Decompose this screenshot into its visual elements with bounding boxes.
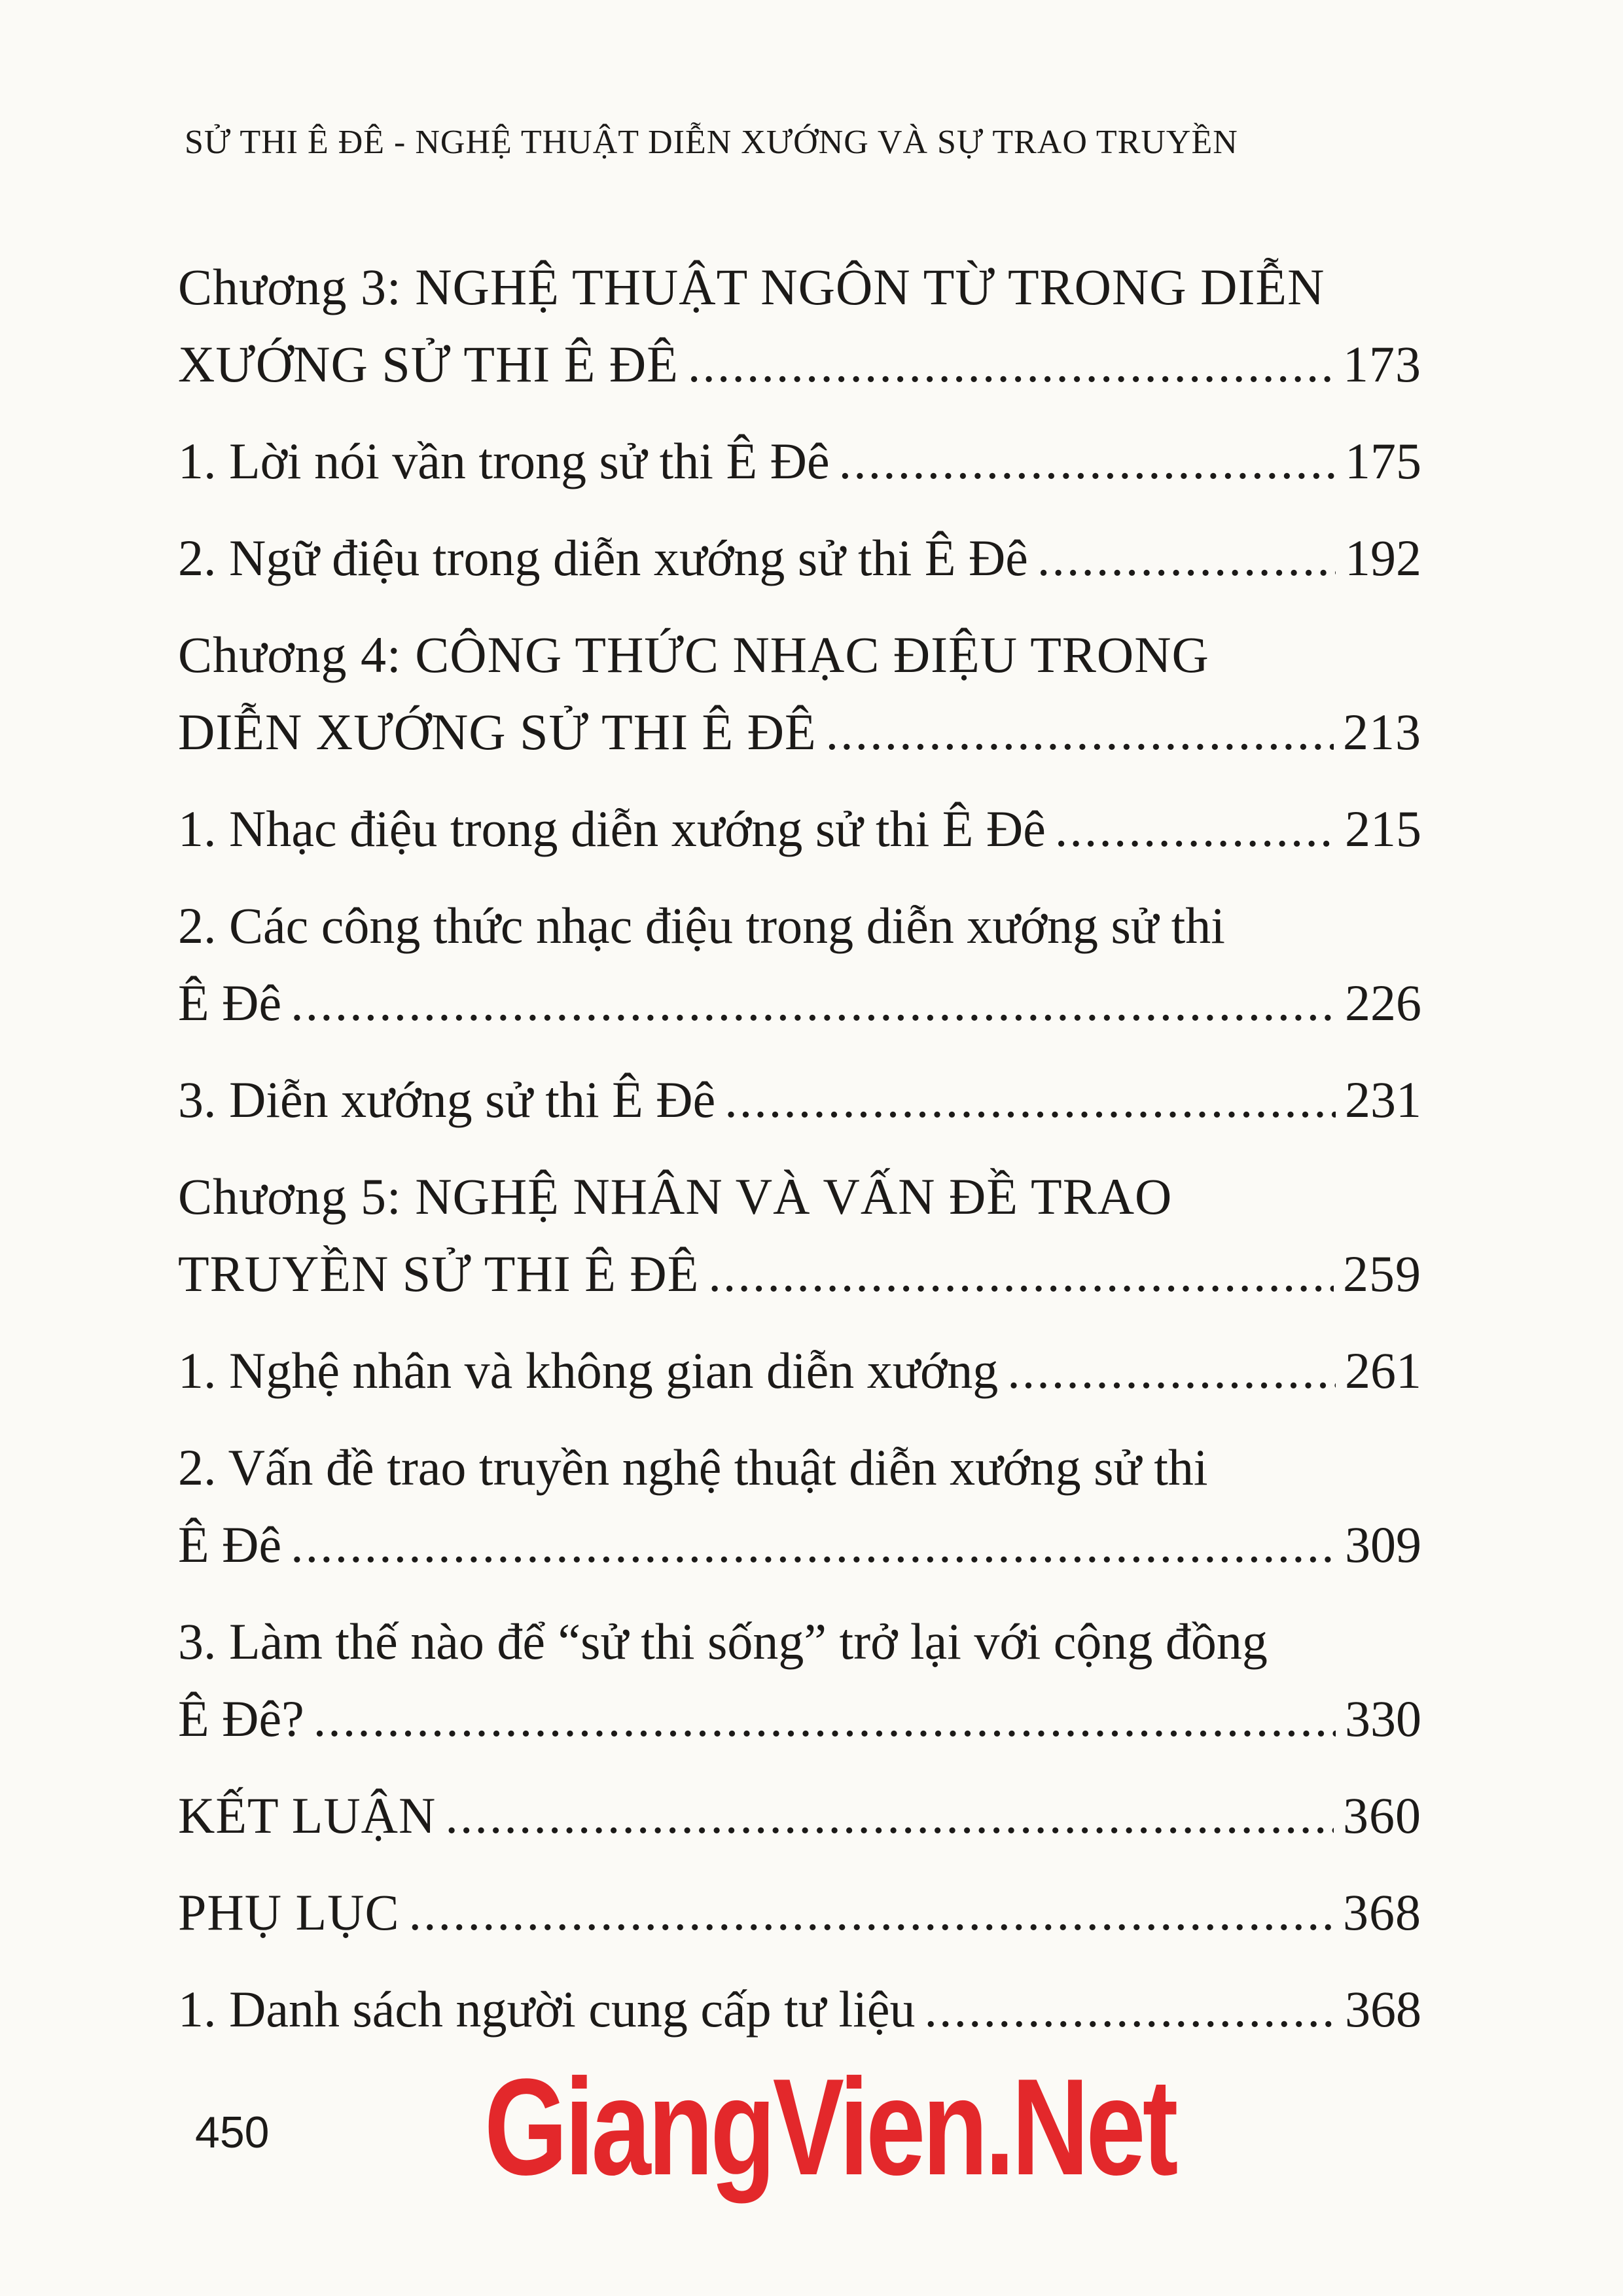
page-number: 450 [195,2108,270,2157]
toc-entry-title: 1. Lời nói vần trong sử thi Ê Đê [178,433,830,489]
toc-entry-title-line-1: Chương 5: NGHỆ NHÂN VÀ VẤN ĐỀ TRAO [178,1168,1173,1225]
dot-leader [724,1061,1336,1139]
toc-page-number: 213 [1343,703,1421,760]
toc-entry-phu-luc-1 [178,1971,1421,2048]
toc-entry-4-3 [178,1061,1421,1139]
toc-page-number: 226 [1345,974,1421,1031]
toc-page-number: 309 [1345,1516,1421,1573]
toc-entry-title: 1. Danh sách người cung cấp tư liệu [178,1981,916,2038]
toc-page-number: 215 [1345,800,1421,857]
toc-entry-3-2 [178,520,1421,597]
toc-entry-title: 3. Diễn xướng sử thi Ê Đê [178,1071,716,1128]
toc-entry-title-line-1: Chương 3: NGHỆ THUẬT NGÔN TỪ TRONG DIỄN [178,258,1325,315]
dot-leader [839,423,1336,500]
dot-leader [925,1971,1336,2048]
toc-page-number: 360 [1343,1787,1421,1844]
toc-entry-title-line-1: 3. Làm thế nào để “sử thi sống” trở lại với cộng đồng [178,1613,1268,1670]
toc-entry-chapter-5 [178,1158,1421,1313]
toc-entry-title: KẾT LUẬN [178,1787,437,1844]
toc-page-number: 261 [1345,1342,1421,1399]
toc-entry-title-line-1: 2. Vấn đề trao truyền nghệ thuật diễn xướng sử thi [178,1439,1208,1496]
running-header: SỬ THI Ê ĐÊ - NGHỆ THUẬT DIỄN XƯỚNG VÀ SỰ TRAO TRUYỀN [185,124,1238,161]
watermark: GiangVien.Net [484,2050,1175,2204]
toc-entry-phu-luc [178,1874,1421,1951]
toc-entry-4-1 [178,790,1421,868]
toc-entry-title-line-2: TRUYỀN SỬ THI Ê ĐÊ [178,1245,700,1302]
toc-entry-title: 1. Nhạc điệu trong diễn xướng sử thi Ê Đê [178,800,1046,857]
toc-page-number: 175 [1345,433,1421,489]
dot-leader [688,326,1334,403]
dot-leader [1037,520,1336,597]
table-of-contents [178,249,1421,2048]
toc-page-number: 173 [1343,336,1421,393]
toc-entry-title: PHỤ LỤC [178,1884,400,1941]
toc-page-number: 259 [1343,1245,1421,1302]
toc-entry-title-line-2: XƯỚNG SỬ THI Ê ĐÊ [178,336,679,393]
dot-leader [409,1874,1334,1951]
toc-entry-title-line-1: 2. Các công thức nhạc điệu trong diễn xướng sử thi [178,897,1225,954]
toc-entry-title-line-2: Ê Đê [178,974,282,1031]
toc-entry-5-1 [178,1332,1421,1409]
dot-leader [313,1680,1336,1757]
toc-entry-title-line-2: Ê Đê [178,1516,282,1573]
dot-leader [826,694,1334,771]
toc-page-number: 368 [1345,1981,1421,2038]
dot-leader [708,1235,1334,1313]
toc-entry-title-line-1: Chương 4: CÔNG THỨC NHẠC ĐIỆU TRONG [178,626,1209,683]
toc-entry-title-line-2: DIỄN XƯỚNG SỬ THI Ê ĐÊ [178,703,817,760]
toc-entry-title-line-2: Ê Đê? [178,1690,304,1747]
dot-leader [291,964,1336,1042]
dot-leader [1007,1332,1336,1409]
toc-entry-5-3 [178,1603,1421,1757]
toc-entry-3-1 [178,423,1421,500]
toc-page-number: 192 [1345,529,1421,586]
toc-entry-chapter-3 [178,249,1421,403]
toc-entry-title: 2. Ngữ điệu trong diễn xướng sử thi Ê Đê [178,529,1028,586]
toc-page-number: 330 [1345,1690,1421,1747]
toc-page-number: 231 [1345,1071,1421,1128]
toc-entry-4-2 [178,887,1421,1042]
dot-leader [445,1777,1334,1854]
toc-entry-chapter-4 [178,616,1421,771]
toc-entry-title: 1. Nghệ nhân và không gian diễn xướng [178,1342,999,1399]
dot-leader [1055,790,1336,868]
toc-entry-ket-luan [178,1777,1421,1854]
dot-leader [291,1506,1336,1583]
toc-entry-5-2 [178,1429,1421,1583]
toc-page-number: 368 [1343,1884,1421,1941]
